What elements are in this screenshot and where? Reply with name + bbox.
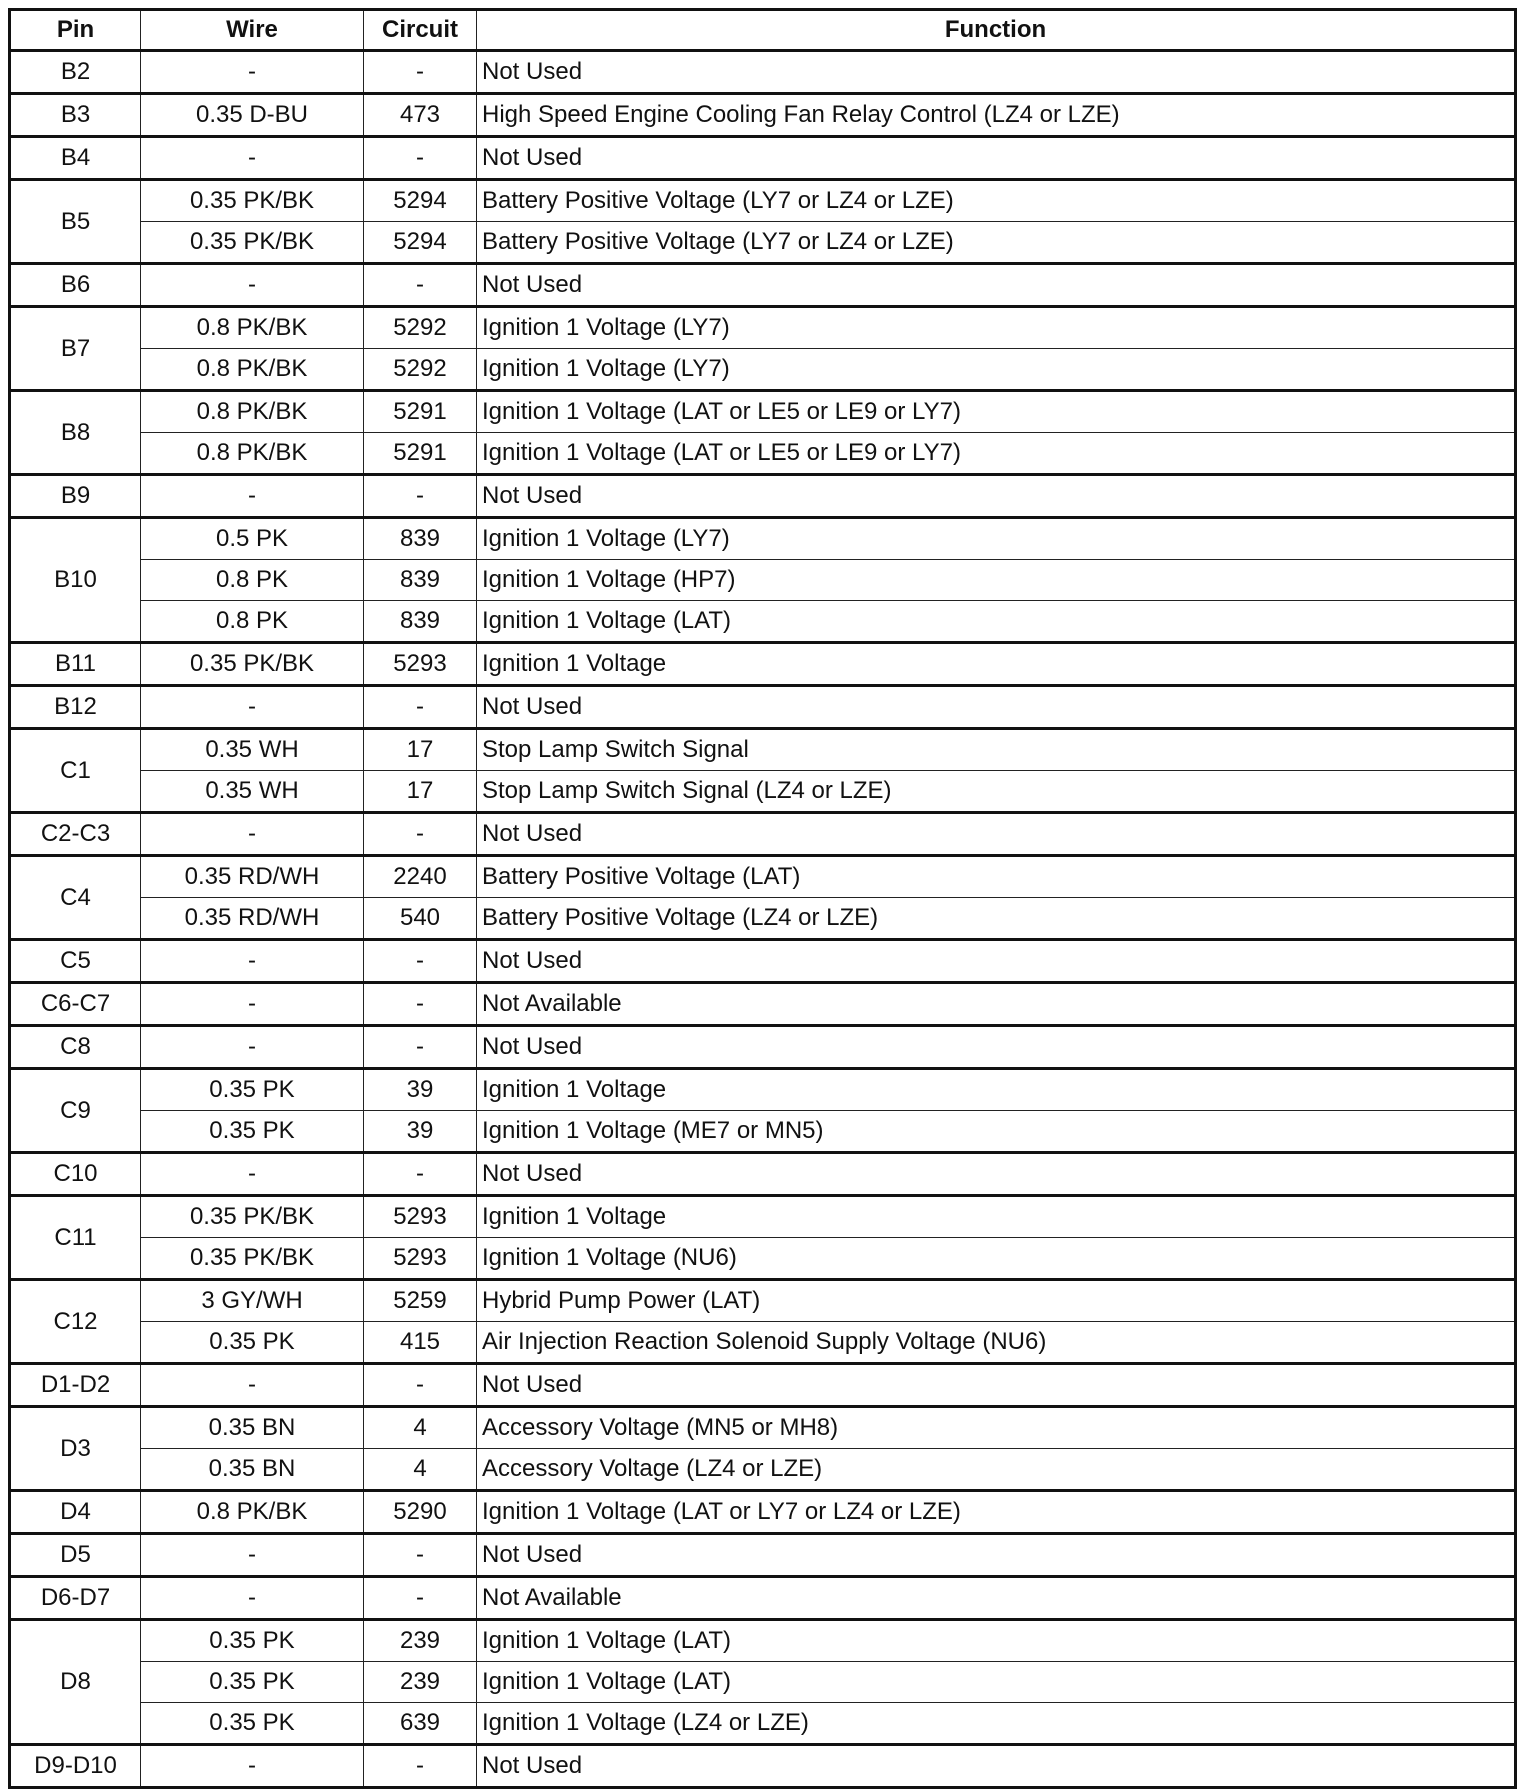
wire-cell: 0.35 BN — [141, 1407, 364, 1449]
circuit-cell: - — [364, 475, 477, 518]
pin-cell: B10 — [10, 518, 141, 643]
table-row — [10, 940, 1516, 983]
circuit-cell: 5292 — [364, 307, 477, 349]
function-cell: Hybrid Pump Power (LAT) — [477, 1280, 1516, 1322]
wire-cell: - — [141, 1534, 364, 1577]
wire-cell: - — [141, 983, 364, 1026]
wire-cell: - — [141, 1745, 364, 1788]
function-cell: Accessory Voltage (MN5 or MH8) — [477, 1407, 1516, 1449]
table-row — [10, 1196, 1516, 1238]
table-row — [10, 813, 1516, 856]
function-cell: Not Available — [477, 983, 1516, 1026]
pin-cell: C6-C7 — [10, 983, 141, 1026]
function-cell: Stop Lamp Switch Signal — [477, 729, 1516, 771]
function-cell: Air Injection Reaction Solenoid Supply Voltage (NU6) — [477, 1322, 1516, 1364]
circuit-cell: - — [364, 1745, 477, 1788]
function-cell: Not Used — [477, 1745, 1516, 1788]
pin-cell: C11 — [10, 1196, 141, 1280]
table-row — [10, 391, 1516, 433]
function-cell: Battery Positive Voltage (LY7 or LZ4 or LZE) — [477, 222, 1516, 264]
circuit-cell: 4 — [364, 1449, 477, 1491]
wire-cell: 0.35 PK/BK — [141, 180, 364, 222]
function-cell: Battery Positive Voltage (LZ4 or LZE) — [477, 898, 1516, 940]
pin-cell: B11 — [10, 643, 141, 686]
pin-cell: C5 — [10, 940, 141, 983]
table-row — [10, 137, 1516, 180]
function-cell: Ignition 1 Voltage (LAT or LY7 or LZ4 or LZE) — [477, 1491, 1516, 1534]
wire-cell: 0.5 PK — [141, 518, 364, 560]
function-cell: High Speed Engine Cooling Fan Relay Control (LZ4 or LZE) — [477, 94, 1516, 137]
header-pin: Pin — [10, 10, 141, 51]
circuit-cell: 540 — [364, 898, 477, 940]
circuit-cell: 5294 — [364, 222, 477, 264]
pinout-table — [8, 8, 1517, 1789]
pin-cell: C4 — [10, 856, 141, 940]
pin-cell: D6-D7 — [10, 1577, 141, 1620]
pin-cell: B3 — [10, 94, 141, 137]
pin-cell: D5 — [10, 1534, 141, 1577]
circuit-cell: 5294 — [364, 180, 477, 222]
table-row — [10, 1069, 1516, 1111]
table-row — [10, 898, 1516, 940]
wire-cell: 0.8 PK/BK — [141, 1491, 364, 1534]
header-function: Function — [477, 10, 1516, 51]
wire-cell: 0.35 PK/BK — [141, 222, 364, 264]
table-row — [10, 349, 1516, 391]
wire-cell: - — [141, 1364, 364, 1407]
wire-cell: 0.35 PK — [141, 1662, 364, 1703]
wire-cell: 3 GY/WH — [141, 1280, 364, 1322]
function-cell: Ignition 1 Voltage — [477, 1196, 1516, 1238]
circuit-cell: - — [364, 983, 477, 1026]
circuit-cell: 5291 — [364, 433, 477, 475]
wire-cell: - — [141, 264, 364, 307]
wire-cell: - — [141, 137, 364, 180]
circuit-cell: - — [364, 51, 477, 94]
table-row — [10, 856, 1516, 898]
circuit-cell: 5290 — [364, 1491, 477, 1534]
function-cell: Not Used — [477, 686, 1516, 729]
connector-pinout-page — [8, 8, 1517, 1789]
wire-cell: - — [141, 1577, 364, 1620]
table-row — [10, 1620, 1516, 1662]
function-cell: Ignition 1 Voltage (LAT) — [477, 601, 1516, 643]
circuit-cell: - — [364, 264, 477, 307]
table-row — [10, 1449, 1516, 1491]
circuit-cell: 39 — [364, 1069, 477, 1111]
pin-cell: B7 — [10, 307, 141, 391]
wire-cell: 0.35 PK — [141, 1069, 364, 1111]
function-cell: Ignition 1 Voltage (LY7) — [477, 518, 1516, 560]
table-row — [10, 1491, 1516, 1534]
table-header — [10, 10, 1516, 51]
function-cell: Ignition 1 Voltage (LAT or LE5 or LE9 or LY7) — [477, 391, 1516, 433]
wire-cell: 0.35 PK — [141, 1322, 364, 1364]
circuit-cell: - — [364, 940, 477, 983]
circuit-cell: - — [364, 686, 477, 729]
circuit-cell: - — [364, 1026, 477, 1069]
header-circuit: Circuit — [364, 10, 477, 51]
wire-cell: 0.35 PK — [141, 1703, 364, 1745]
circuit-cell: 839 — [364, 560, 477, 601]
table-row — [10, 1111, 1516, 1153]
pin-cell: D4 — [10, 1491, 141, 1534]
function-cell: Not Used — [477, 1153, 1516, 1196]
function-cell: Ignition 1 Voltage (LZ4 or LZE) — [477, 1703, 1516, 1745]
circuit-cell: - — [364, 813, 477, 856]
function-cell: Not Used — [477, 1364, 1516, 1407]
table-row — [10, 51, 1516, 94]
pin-cell: C10 — [10, 1153, 141, 1196]
wire-cell: - — [141, 940, 364, 983]
table-row — [10, 1238, 1516, 1280]
circuit-cell: 5293 — [364, 643, 477, 686]
pin-cell: B4 — [10, 137, 141, 180]
table-row — [10, 1534, 1516, 1577]
circuit-cell: 5293 — [364, 1196, 477, 1238]
wire-cell: 0.35 PK — [141, 1111, 364, 1153]
table-row — [10, 433, 1516, 475]
function-cell: Ignition 1 Voltage (LY7) — [477, 307, 1516, 349]
circuit-cell: 839 — [364, 601, 477, 643]
table-row — [10, 983, 1516, 1026]
table-row — [10, 518, 1516, 560]
circuit-cell: - — [364, 137, 477, 180]
wire-cell: 0.35 RD/WH — [141, 856, 364, 898]
wire-cell: 0.35 PK/BK — [141, 643, 364, 686]
circuit-cell: - — [364, 1577, 477, 1620]
function-cell: Ignition 1 Voltage (LAT) — [477, 1662, 1516, 1703]
wire-cell: 0.8 PK/BK — [141, 307, 364, 349]
table-row — [10, 686, 1516, 729]
table-body — [10, 51, 1516, 1788]
circuit-cell: 4 — [364, 1407, 477, 1449]
pin-cell: C2-C3 — [10, 813, 141, 856]
table-row — [10, 222, 1516, 264]
function-cell: Not Used — [477, 264, 1516, 307]
table-row — [10, 1322, 1516, 1364]
wire-cell: - — [141, 51, 364, 94]
table-row — [10, 1280, 1516, 1322]
wire-cell: 0.35 BN — [141, 1449, 364, 1491]
pin-cell: B12 — [10, 686, 141, 729]
circuit-cell: 17 — [364, 729, 477, 771]
table-row — [10, 307, 1516, 349]
wire-cell: - — [141, 1026, 364, 1069]
table-row — [10, 1577, 1516, 1620]
circuit-cell: - — [364, 1364, 477, 1407]
circuit-cell: 5291 — [364, 391, 477, 433]
pin-cell: B2 — [10, 51, 141, 94]
table-row — [10, 1364, 1516, 1407]
wire-cell: - — [141, 1153, 364, 1196]
pin-cell: B6 — [10, 264, 141, 307]
wire-cell: - — [141, 686, 364, 729]
function-cell: Not Available — [477, 1577, 1516, 1620]
function-cell: Not Used — [477, 1534, 1516, 1577]
function-cell: Ignition 1 Voltage (NU6) — [477, 1238, 1516, 1280]
function-cell: Stop Lamp Switch Signal (LZ4 or LZE) — [477, 771, 1516, 813]
table-row — [10, 264, 1516, 307]
pin-cell: B5 — [10, 180, 141, 264]
function-cell: Not Used — [477, 1026, 1516, 1069]
wire-cell: 0.35 WH — [141, 771, 364, 813]
table-row — [10, 1153, 1516, 1196]
circuit-cell: 2240 — [364, 856, 477, 898]
table-row — [10, 180, 1516, 222]
pin-cell: B8 — [10, 391, 141, 475]
wire-cell: 0.35 PK — [141, 1620, 364, 1662]
wire-cell: 0.35 RD/WH — [141, 898, 364, 940]
circuit-cell: 415 — [364, 1322, 477, 1364]
table-row — [10, 729, 1516, 771]
pin-cell: D3 — [10, 1407, 141, 1491]
function-cell: Not Used — [477, 51, 1516, 94]
wire-cell: 0.35 PK/BK — [141, 1238, 364, 1280]
pin-cell: D9-D10 — [10, 1745, 141, 1788]
table-row — [10, 771, 1516, 813]
wire-cell: - — [141, 475, 364, 518]
function-cell: Ignition 1 Voltage — [477, 643, 1516, 686]
circuit-cell: 473 — [364, 94, 477, 137]
circuit-cell: 5293 — [364, 1238, 477, 1280]
wire-cell: 0.8 PK/BK — [141, 349, 364, 391]
wire-cell: 0.8 PK/BK — [141, 391, 364, 433]
wire-cell: 0.8 PK/BK — [141, 433, 364, 475]
pin-cell: C9 — [10, 1069, 141, 1153]
pin-cell: C1 — [10, 729, 141, 813]
table-row — [10, 1407, 1516, 1449]
circuit-cell: - — [364, 1153, 477, 1196]
wire-cell: 0.35 PK/BK — [141, 1196, 364, 1238]
wire-cell: 0.8 PK — [141, 560, 364, 601]
circuit-cell: 5259 — [364, 1280, 477, 1322]
header-wire: Wire — [141, 10, 364, 51]
function-cell: Not Used — [477, 137, 1516, 180]
function-cell: Not Used — [477, 813, 1516, 856]
pin-cell: B9 — [10, 475, 141, 518]
function-cell: Ignition 1 Voltage — [477, 1069, 1516, 1111]
function-cell: Ignition 1 Voltage (LY7) — [477, 349, 1516, 391]
circuit-cell: 39 — [364, 1111, 477, 1153]
function-cell: Not Used — [477, 475, 1516, 518]
table-row — [10, 643, 1516, 686]
pin-cell: D1-D2 — [10, 1364, 141, 1407]
pin-cell: D8 — [10, 1620, 141, 1745]
circuit-cell: 17 — [364, 771, 477, 813]
function-cell: Battery Positive Voltage (LAT) — [477, 856, 1516, 898]
circuit-cell: 5292 — [364, 349, 477, 391]
wire-cell: - — [141, 813, 364, 856]
pin-cell: C12 — [10, 1280, 141, 1364]
table-row — [10, 94, 1516, 137]
table-row — [10, 1026, 1516, 1069]
function-cell: Battery Positive Voltage (LY7 or LZ4 or LZE) — [477, 180, 1516, 222]
circuit-cell: 839 — [364, 518, 477, 560]
table-row — [10, 1662, 1516, 1703]
function-cell: Ignition 1 Voltage (LAT or LE5 or LE9 or LY7) — [477, 433, 1516, 475]
wire-cell: 0.35 D-BU — [141, 94, 364, 137]
pin-cell: C8 — [10, 1026, 141, 1069]
table-row — [10, 601, 1516, 643]
function-cell: Ignition 1 Voltage (HP7) — [477, 560, 1516, 601]
table-row — [10, 1703, 1516, 1745]
function-cell: Not Used — [477, 940, 1516, 983]
circuit-cell: 239 — [364, 1662, 477, 1703]
table-row — [10, 1745, 1516, 1788]
table-row — [10, 475, 1516, 518]
wire-cell: 0.8 PK — [141, 601, 364, 643]
header-row — [10, 10, 1516, 51]
function-cell: Ignition 1 Voltage (ME7 or MN5) — [477, 1111, 1516, 1153]
function-cell: Accessory Voltage (LZ4 or LZE) — [477, 1449, 1516, 1491]
function-cell: Ignition 1 Voltage (LAT) — [477, 1620, 1516, 1662]
circuit-cell: 239 — [364, 1620, 477, 1662]
circuit-cell: 639 — [364, 1703, 477, 1745]
table-row — [10, 560, 1516, 601]
wire-cell: 0.35 WH — [141, 729, 364, 771]
circuit-cell: - — [364, 1534, 477, 1577]
